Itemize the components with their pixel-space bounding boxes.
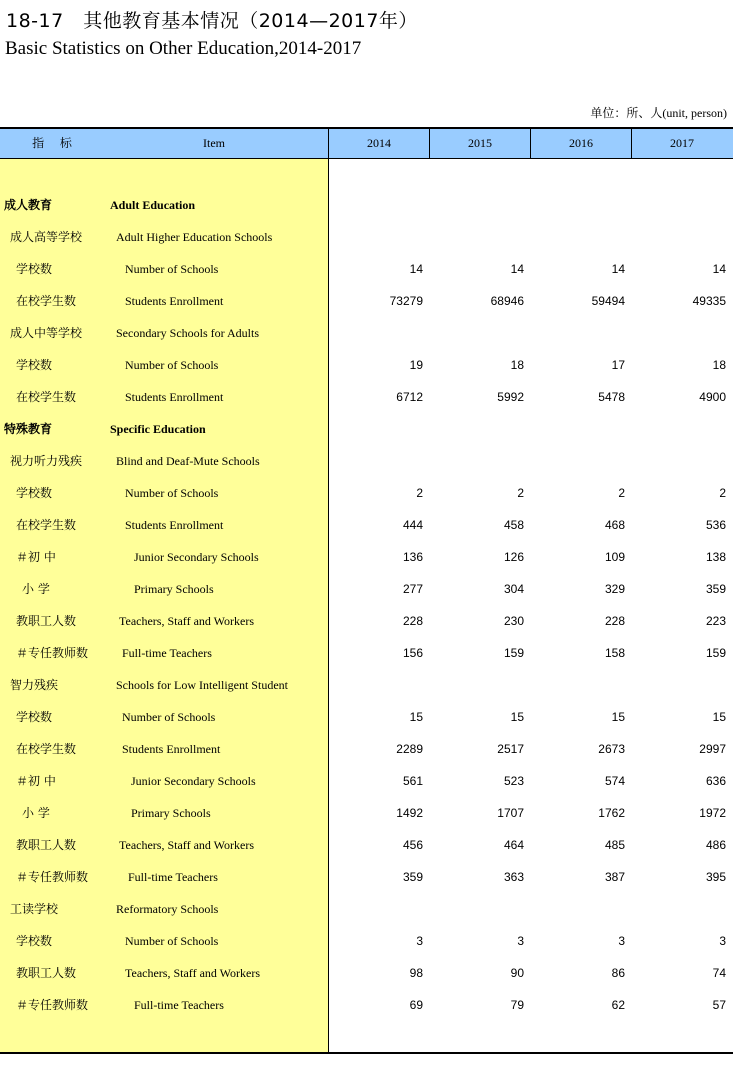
value-cell-2015: 68946 bbox=[490, 294, 524, 308]
value-cell-2014: 1492 bbox=[396, 806, 423, 820]
value-cell-2014: 228 bbox=[402, 614, 423, 628]
row-label-english: Students Enrollment bbox=[125, 294, 224, 308]
value-cell-2017: 359 bbox=[705, 582, 726, 596]
table-row bbox=[0, 989, 733, 1021]
value-cell-2016: 387 bbox=[604, 870, 625, 884]
row-label-chinese: 学校数 bbox=[16, 262, 53, 276]
bottom-rule bbox=[0, 1052, 733, 1054]
value-cell-2016: 15 bbox=[611, 710, 625, 724]
row-label-english: Junior Secondary Schools bbox=[134, 550, 259, 564]
row-label-chinese: 工读学校 bbox=[10, 902, 59, 916]
value-cell-2016: 2673 bbox=[598, 742, 625, 756]
row-label-english: Number of Schools bbox=[122, 710, 216, 724]
row-label-english: Adult Education bbox=[110, 198, 196, 212]
unit-note: 单位：所、人(unit, person) bbox=[590, 106, 727, 120]
value-cell-2016: 228 bbox=[604, 614, 625, 628]
page-title-english: Basic Statistics on Other Education,2014-2017 bbox=[5, 38, 362, 59]
row-label-chinese: 成人高等学校 bbox=[10, 230, 83, 244]
row-label-english: Teachers, Staff and Workers bbox=[125, 966, 261, 980]
value-cell-2017: 2 bbox=[719, 486, 726, 500]
row-label-english: Primary Schools bbox=[134, 582, 214, 596]
table-row bbox=[0, 253, 733, 285]
row-label-chinese: 教职工人数 bbox=[16, 966, 77, 980]
value-cell-2015: 5992 bbox=[497, 390, 524, 404]
value-cell-2015: 126 bbox=[503, 550, 524, 564]
value-cell-2014: 136 bbox=[402, 550, 423, 564]
table-row bbox=[0, 765, 733, 797]
value-cell-2016: 17 bbox=[611, 358, 625, 372]
row-label-english: Students Enrollment bbox=[125, 518, 224, 532]
row-label-chinese: 特殊教育 bbox=[4, 422, 53, 436]
row-label-chinese: 视力听力残疾 bbox=[10, 454, 83, 468]
value-cell-2014: 6712 bbox=[396, 390, 423, 404]
row-label-chinese: 教职工人数 bbox=[16, 838, 77, 852]
row-label-english: Specific Education bbox=[110, 422, 206, 436]
value-cell-2015: 15 bbox=[510, 710, 524, 724]
value-cell-2016: 62 bbox=[611, 998, 625, 1012]
row-label-english: Secondary Schools for Adults bbox=[116, 326, 259, 340]
row-label-chinese: ＃专任教师数 bbox=[16, 870, 89, 884]
value-cell-2016: 14 bbox=[611, 262, 625, 276]
value-cell-2016: 485 bbox=[604, 838, 625, 852]
value-cell-2017: 2997 bbox=[699, 742, 726, 756]
value-cell-2016: 2 bbox=[618, 486, 625, 500]
value-cell-2014: 2289 bbox=[396, 742, 423, 756]
row-label-chinese: 成人教育 bbox=[4, 198, 53, 212]
value-cell-2016: 3 bbox=[618, 934, 625, 948]
row-label-english: Students Enrollment bbox=[125, 390, 224, 404]
header-year-2015: 2015 bbox=[468, 136, 492, 150]
row-label-chinese: 在校学生数 bbox=[16, 390, 77, 404]
row-label-chinese: 在校学生数 bbox=[16, 742, 77, 756]
value-cell-2017: 636 bbox=[705, 774, 726, 788]
value-cell-2015: 159 bbox=[503, 646, 524, 660]
value-cell-2015: 3 bbox=[517, 934, 524, 948]
row-label-english: Primary Schools bbox=[131, 806, 211, 820]
value-cell-2015: 14 bbox=[510, 262, 524, 276]
table-row bbox=[0, 701, 733, 733]
value-cell-2015: 304 bbox=[503, 582, 524, 596]
table-row bbox=[0, 733, 733, 765]
table-row bbox=[0, 285, 733, 317]
table-row bbox=[0, 637, 733, 669]
value-cell-2014: 14 bbox=[409, 262, 423, 276]
table-row bbox=[0, 573, 733, 605]
value-cell-2014: 19 bbox=[409, 358, 423, 372]
row-label-chinese: ＃专任教师数 bbox=[16, 998, 89, 1012]
header-year-2014: 2014 bbox=[367, 136, 391, 150]
row-label-english: Number of Schools bbox=[125, 934, 219, 948]
header-separator bbox=[0, 158, 733, 159]
row-label-english: Adult Higher Education Schools bbox=[116, 230, 273, 244]
value-cell-2015: 1707 bbox=[497, 806, 524, 820]
row-label-english: Number of Schools bbox=[125, 358, 219, 372]
row-label-english: Number of Schools bbox=[125, 262, 219, 276]
row-label-chinese: ＃初 中 bbox=[16, 550, 56, 564]
table-row bbox=[0, 925, 733, 957]
value-cell-2014: 73279 bbox=[389, 294, 423, 308]
row-label-english: Full-time Teachers bbox=[128, 870, 218, 884]
table-row bbox=[0, 605, 733, 637]
value-cell-2014: 156 bbox=[402, 646, 423, 660]
table-row bbox=[0, 221, 733, 253]
row-label-chinese: 学校数 bbox=[16, 358, 53, 372]
table-row bbox=[0, 829, 733, 861]
header-indicator: 指 标 bbox=[32, 136, 78, 150]
row-label-chinese: 成人中等学校 bbox=[10, 326, 83, 340]
row-label-english: Teachers, Staff and Workers bbox=[119, 838, 255, 852]
value-cell-2017: 3 bbox=[719, 934, 726, 948]
row-label-english: Blind and Deaf-Mute Schools bbox=[116, 454, 260, 468]
row-label-chinese: 在校学生数 bbox=[16, 518, 77, 532]
row-label-english: Students Enrollment bbox=[122, 742, 221, 756]
row-label-english: Number of Schools bbox=[125, 486, 219, 500]
row-label-chinese: ＃专任教师数 bbox=[16, 646, 89, 660]
row-label-chinese: 学校数 bbox=[16, 486, 53, 500]
page-title-chinese: 18-17 其他教育基本情况（2014—2017年） bbox=[6, 10, 418, 32]
value-cell-2017: 4900 bbox=[699, 390, 726, 404]
table-row bbox=[0, 541, 733, 573]
header-year-2016: 2016 bbox=[569, 136, 593, 150]
table-row bbox=[0, 413, 733, 445]
header-year-2017: 2017 bbox=[670, 136, 694, 150]
value-cell-2014: 3 bbox=[416, 934, 423, 948]
value-cell-2015: 230 bbox=[503, 614, 524, 628]
value-cell-2017: 57 bbox=[712, 998, 726, 1012]
value-cell-2014: 98 bbox=[409, 966, 423, 980]
row-label-english: Full-time Teachers bbox=[122, 646, 212, 660]
value-cell-2017: 1972 bbox=[699, 806, 726, 820]
statistics-table bbox=[0, 127, 733, 1054]
value-cell-2016: 158 bbox=[604, 646, 625, 660]
value-cell-2017: 138 bbox=[705, 550, 726, 564]
row-label-english: Full-time Teachers bbox=[134, 998, 224, 1012]
value-cell-2014: 456 bbox=[402, 838, 423, 852]
value-cell-2015: 464 bbox=[503, 838, 524, 852]
table-row bbox=[0, 861, 733, 893]
table-row bbox=[0, 797, 733, 829]
header-item: Item bbox=[203, 136, 225, 150]
value-cell-2017: 49335 bbox=[692, 294, 726, 308]
value-cell-2017: 159 bbox=[705, 646, 726, 660]
value-cell-2015: 523 bbox=[503, 774, 524, 788]
table-row bbox=[0, 477, 733, 509]
row-label-chinese: 教职工人数 bbox=[16, 614, 77, 628]
table-row bbox=[0, 957, 733, 989]
row-label-chinese: ＃初 中 bbox=[16, 774, 56, 788]
table-row bbox=[0, 445, 733, 477]
value-cell-2014: 69 bbox=[409, 998, 423, 1012]
value-cell-2014: 444 bbox=[402, 518, 423, 532]
value-cell-2016: 329 bbox=[604, 582, 625, 596]
row-label-chinese: 小 学 bbox=[22, 806, 50, 820]
value-cell-2015: 458 bbox=[503, 518, 524, 532]
value-cell-2014: 15 bbox=[409, 710, 423, 724]
row-label-english: Junior Secondary Schools bbox=[131, 774, 256, 788]
value-cell-2016: 59494 bbox=[591, 294, 625, 308]
table-row bbox=[0, 317, 733, 349]
value-cell-2017: 74 bbox=[712, 966, 726, 980]
row-label-chinese: 学校数 bbox=[16, 710, 53, 724]
value-cell-2016: 5478 bbox=[598, 390, 625, 404]
value-cell-2015: 2 bbox=[517, 486, 524, 500]
value-cell-2017: 15 bbox=[712, 710, 726, 724]
table-row bbox=[0, 381, 733, 413]
table-row bbox=[0, 349, 733, 381]
value-cell-2015: 79 bbox=[510, 998, 524, 1012]
row-label-english: Reformatory Schools bbox=[116, 902, 219, 916]
value-cell-2015: 90 bbox=[510, 966, 524, 980]
value-cell-2015: 363 bbox=[503, 870, 524, 884]
value-cell-2016: 468 bbox=[604, 518, 625, 532]
value-cell-2016: 86 bbox=[611, 966, 625, 980]
value-cell-2017: 536 bbox=[705, 518, 726, 532]
value-cell-2014: 277 bbox=[402, 582, 423, 596]
value-cell-2015: 2517 bbox=[497, 742, 524, 756]
value-cell-2016: 109 bbox=[604, 550, 625, 564]
row-label-english: Teachers, Staff and Workers bbox=[119, 614, 255, 628]
value-cell-2014: 561 bbox=[402, 774, 423, 788]
value-cell-2017: 18 bbox=[712, 358, 726, 372]
value-cell-2017: 14 bbox=[712, 262, 726, 276]
table-row bbox=[0, 189, 733, 221]
row-label-chinese: 学校数 bbox=[16, 934, 53, 948]
value-cell-2014: 2 bbox=[416, 486, 423, 500]
row-label-chinese: 智力残疾 bbox=[10, 678, 59, 692]
row-label-chinese: 在校学生数 bbox=[16, 294, 77, 308]
value-cell-2017: 486 bbox=[705, 838, 726, 852]
value-cell-2014: 359 bbox=[402, 870, 423, 884]
value-cell-2015: 18 bbox=[510, 358, 524, 372]
table-row bbox=[0, 669, 733, 701]
value-cell-2016: 1762 bbox=[598, 806, 625, 820]
row-label-english: Schools for Low Intelligent Student bbox=[116, 678, 288, 692]
value-cell-2017: 395 bbox=[705, 870, 726, 884]
value-cell-2016: 574 bbox=[604, 774, 625, 788]
value-cell-2017: 223 bbox=[705, 614, 726, 628]
table-row bbox=[0, 893, 733, 925]
table-row bbox=[0, 509, 733, 541]
row-label-chinese: 小 学 bbox=[22, 582, 50, 596]
